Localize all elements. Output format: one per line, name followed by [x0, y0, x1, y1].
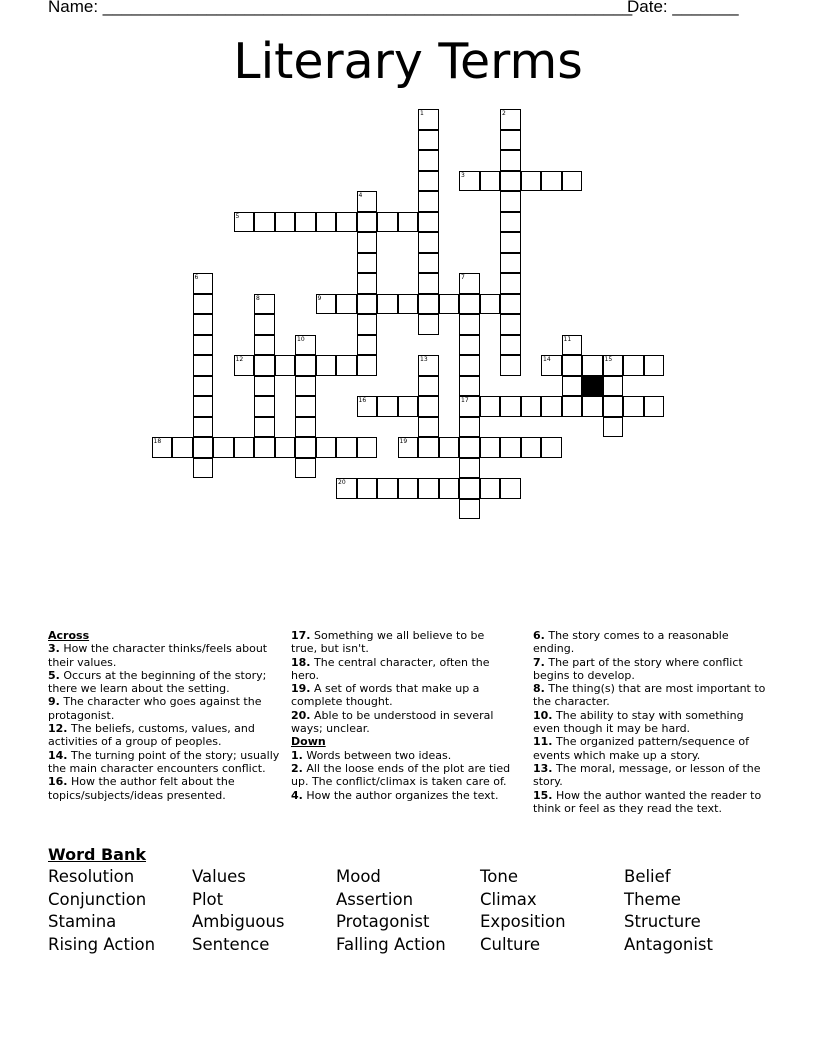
crossword-cell[interactable]: [357, 396, 378, 417]
crossword-cell[interactable]: [418, 478, 439, 499]
clue-number: 5: [235, 212, 240, 220]
crossword-cell[interactable]: [152, 437, 173, 458]
crossword-cell[interactable]: [459, 499, 480, 520]
crossword-cell[interactable]: [336, 478, 357, 499]
crossword-cell[interactable]: [562, 335, 583, 356]
crossword-cell[interactable]: [418, 109, 439, 130]
crossword-cell[interactable]: [521, 171, 542, 192]
name-line: Name: ________________________________________________________: [48, 0, 633, 16]
crossword-cell[interactable]: [500, 130, 521, 151]
crossword-cell[interactable]: [316, 437, 337, 458]
crossword-cell[interactable]: [418, 294, 439, 315]
across-clue-5: 5. Occurs at the beginning of the story; there we learn about the setting.: [48, 668, 267, 696]
crossword-cell[interactable]: [521, 396, 542, 417]
crossword-cell[interactable]: [623, 396, 644, 417]
crossword-block: [582, 376, 603, 397]
crossword-cell[interactable]: [254, 437, 275, 458]
clue-number: 16: [358, 397, 367, 404]
crossword-cell[interactable]: [234, 212, 255, 233]
down-clue-15: 15. How the author wanted the reader to think or feel as they read the text.: [533, 788, 762, 815]
crossword-cell[interactable]: [500, 273, 521, 294]
crossword-cell[interactable]: [336, 437, 357, 458]
crossword-cell[interactable]: [377, 478, 398, 499]
crossword-cell[interactable]: [562, 396, 583, 417]
crossword-cell[interactable]: [459, 355, 480, 376]
clue-number: 17: [461, 397, 469, 404]
crossword-cell[interactable]: [254, 396, 275, 417]
crossword-cell[interactable]: [234, 437, 255, 458]
clue-number: 11: [563, 335, 572, 343]
crossword-cell[interactable]: [644, 355, 665, 376]
clue-number: 1: [420, 110, 424, 117]
crossword-cell[interactable]: [418, 212, 439, 233]
crossword-cell[interactable]: [295, 355, 316, 376]
crossword-cell[interactable]: [500, 191, 521, 212]
crossword-cell[interactable]: [418, 355, 439, 376]
crossword-cell[interactable]: [418, 417, 439, 438]
crossword-cell[interactable]: [316, 212, 337, 233]
crossword-cell[interactable]: [398, 212, 419, 233]
crossword-cell[interactable]: [603, 355, 624, 376]
word-bank-word: Exposition: [480, 912, 566, 931]
crossword-cell[interactable]: [480, 294, 501, 315]
crossword-cell[interactable]: [254, 376, 275, 397]
word-bank-word: Protagonist: [336, 912, 430, 931]
crossword-cell[interactable]: [500, 109, 521, 130]
crossword-cell[interactable]: [500, 335, 521, 356]
crossword-cell[interactable]: [562, 376, 583, 397]
crossword-cell[interactable]: [459, 458, 480, 479]
down-clue-7: 7. The part of the story where conflict begins to develop.: [533, 655, 743, 682]
crossword-cell[interactable]: [480, 478, 501, 499]
word-bank-word: Ambiguous: [192, 912, 285, 931]
crossword-cell[interactable]: [316, 294, 337, 315]
crossword-cell[interactable]: [459, 273, 480, 294]
crossword-cell[interactable]: [275, 437, 296, 458]
crossword-cell[interactable]: [254, 335, 275, 356]
crossword-cell[interactable]: [377, 294, 398, 315]
crossword-cell[interactable]: [459, 171, 480, 192]
down-heading: Down: [291, 735, 326, 749]
crossword-cell[interactable]: [459, 396, 480, 417]
crossword-cell[interactable]: [418, 130, 439, 151]
crossword-cell[interactable]: [295, 396, 316, 417]
word-bank-title: Word Bank: [48, 845, 147, 864]
crossword-cell[interactable]: [582, 355, 603, 376]
crossword-cell[interactable]: [193, 417, 214, 438]
crossword-cell[interactable]: [603, 376, 624, 397]
crossword-cell[interactable]: [254, 417, 275, 438]
word-bank-word: Assertion: [336, 890, 414, 909]
crossword-cell[interactable]: [193, 314, 214, 335]
word-bank-word: Falling Action: [336, 935, 446, 954]
word-bank-word: Antagonist: [624, 935, 714, 954]
crossword-cell[interactable]: [357, 478, 378, 499]
crossword-cell[interactable]: [193, 458, 214, 479]
crossword-cell[interactable]: [336, 212, 357, 233]
crossword-cell[interactable]: [275, 212, 296, 233]
crossword-cell[interactable]: [603, 417, 624, 438]
clue-number: 12: [235, 356, 244, 363]
crossword-cell[interactable]: [418, 273, 439, 294]
crossword-cell[interactable]: [459, 335, 480, 356]
crossword-cell[interactable]: [254, 314, 275, 335]
clue-number: 6: [194, 274, 199, 281]
crossword-cell[interactable]: [480, 171, 501, 192]
clues-column-1: [48, 629, 280, 802]
crossword-cell[interactable]: [418, 150, 439, 171]
crossword-cell[interactable]: [295, 335, 316, 356]
clue-number: 14: [543, 356, 551, 363]
crossword-cell[interactable]: [418, 437, 439, 458]
crossword-cell[interactable]: [357, 314, 378, 335]
crossword-cell[interactable]: [459, 376, 480, 397]
crossword-cell[interactable]: [295, 458, 316, 479]
down-clue-11: 11. The organized pattern/sequence of events which make up a story.: [533, 735, 750, 762]
down-clue-4: 4. How the author organizes the text.: [291, 788, 499, 802]
page-title: Literary Terms: [233, 33, 583, 90]
word-bank-word: Culture: [480, 935, 541, 954]
crossword-cell[interactable]: [500, 212, 521, 233]
crossword-cell[interactable]: [172, 437, 193, 458]
crossword-cell[interactable]: [193, 437, 214, 458]
crossword-cell[interactable]: [398, 437, 419, 458]
crossword-cell[interactable]: [295, 437, 316, 458]
crossword-cell[interactable]: [603, 396, 624, 417]
crossword-cell[interactable]: [541, 355, 562, 376]
crossword-cell[interactable]: [500, 396, 521, 417]
crossword-cell[interactable]: [398, 294, 419, 315]
word-bank-word: Structure: [624, 912, 701, 931]
crossword-cell[interactable]: [500, 294, 521, 315]
crossword-cell[interactable]: [193, 355, 214, 376]
word-bank-word: Sentence: [192, 935, 270, 954]
across-clue-19: 19. A set of words that make up a complete thought.: [291, 682, 480, 709]
crossword-cell[interactable]: [541, 396, 562, 417]
word-bank-word: Stamina: [48, 912, 117, 931]
crossword-cell[interactable]: [357, 294, 378, 315]
crossword-cell[interactable]: [193, 335, 214, 356]
crossword-cell[interactable]: [500, 355, 521, 376]
across-clue-18: 18. The central character, often the hero.: [291, 655, 490, 682]
clue-number: 8: [256, 294, 260, 302]
clue-number: 18: [153, 438, 162, 445]
across-clue-12: 12. The beliefs, customs, values, and activities of a group of peoples.: [48, 722, 255, 749]
word-bank-word: Plot: [192, 890, 224, 909]
clues-column-3: [533, 629, 768, 815]
crossword-cell[interactable]: [459, 437, 480, 458]
crossword-cell[interactable]: [316, 355, 337, 376]
clue-number: 19: [399, 438, 408, 445]
word-bank-word: Mood: [336, 867, 381, 886]
crossword-cell[interactable]: [459, 314, 480, 335]
crossword-cell[interactable]: [439, 294, 460, 315]
crossword-cell[interactable]: [377, 396, 398, 417]
crossword-cell[interactable]: [336, 294, 357, 315]
crossword-cell[interactable]: [418, 314, 439, 335]
crossword-cell[interactable]: [439, 478, 460, 499]
crossword-cell[interactable]: [295, 376, 316, 397]
crossword-cell[interactable]: [418, 171, 439, 192]
down-clue-1: 1. Words between two ideas.: [291, 748, 452, 762]
crossword-cell[interactable]: [193, 273, 214, 294]
crossword-cell[interactable]: [480, 396, 501, 417]
crossword-cell[interactable]: [521, 437, 542, 458]
crossword-cell[interactable]: [193, 396, 214, 417]
crossword-cell[interactable]: [295, 417, 316, 438]
crossword-cell[interactable]: [254, 212, 275, 233]
clues-column-2: [291, 629, 513, 802]
crossword-cell[interactable]: [275, 355, 296, 376]
clue-number: 4: [358, 192, 363, 199]
crossword-cell[interactable]: [234, 355, 255, 376]
across-clue-14: 14. The turning point of the story; usually the main character encounters conflict.: [48, 748, 280, 775]
crossword-cell[interactable]: [500, 150, 521, 171]
clue-number: 10: [297, 335, 305, 343]
crossword-cell[interactable]: [254, 355, 275, 376]
crossword-cell[interactable]: [459, 478, 480, 499]
crossword-cell[interactable]: [357, 191, 378, 212]
crossword-cell[interactable]: [357, 232, 378, 253]
crossword-cell[interactable]: [193, 294, 214, 315]
crossword-cell[interactable]: [541, 437, 562, 458]
crossword-cell[interactable]: [357, 212, 378, 233]
crossword-cell[interactable]: [213, 437, 234, 458]
crossword-cell[interactable]: [398, 396, 419, 417]
clue-number: 20: [338, 479, 346, 486]
crossword-cell[interactable]: [459, 417, 480, 438]
crossword-cell[interactable]: [295, 212, 316, 233]
crossword-cell[interactable]: [357, 355, 378, 376]
crossword-cell[interactable]: [500, 478, 521, 499]
word-bank-word: Belief: [624, 867, 671, 886]
crossword-cell[interactable]: [357, 273, 378, 294]
clue-number: 7: [461, 274, 465, 281]
crossword-cell[interactable]: [357, 253, 378, 274]
crossword-cell[interactable]: [418, 396, 439, 417]
word-bank-word: Tone: [480, 867, 518, 886]
crossword-cell[interactable]: [254, 294, 275, 315]
clue-number: 13: [420, 356, 428, 363]
crossword-cell[interactable]: [500, 314, 521, 335]
crossword-cell[interactable]: [644, 396, 665, 417]
across-clue-16: 16. How the author felt about the topics/subjects/ideas presented.: [48, 775, 235, 802]
crossword-cell[interactable]: [418, 376, 439, 397]
across-clue-17: 17. Something we all believe to be true, but isn't.: [291, 629, 485, 656]
crossword-cell[interactable]: [418, 191, 439, 212]
crossword-cell[interactable]: [193, 376, 214, 397]
word-bank-word: Resolution: [48, 867, 135, 886]
crossword-cell[interactable]: [562, 171, 583, 192]
crossword-cell[interactable]: [500, 232, 521, 253]
across-clue-20: 20. Able to be understood in several ways; unclear.: [291, 708, 494, 736]
clue-number: 15: [604, 356, 613, 363]
across-clue-9: 9. The character who goes against the protagonist.: [48, 695, 262, 722]
crossword-cell[interactable]: [377, 212, 398, 233]
word-bank-word: Rising Action: [48, 935, 156, 954]
crossword-cell[interactable]: [398, 478, 419, 499]
crossword-cell[interactable]: [541, 171, 562, 192]
word-bank-word: Climax: [480, 890, 537, 909]
down-clue-8: 8. The thing(s) that are most important to the character.: [533, 682, 766, 709]
crossword-cell[interactable]: [480, 437, 501, 458]
crossword-cell[interactable]: [418, 253, 439, 274]
crossword-cell[interactable]: [439, 437, 460, 458]
crossword-cell[interactable]: [357, 437, 378, 458]
crossword-cell[interactable]: [500, 253, 521, 274]
crossword-cell[interactable]: [418, 232, 439, 253]
clue-number: 3: [461, 171, 465, 179]
crossword-cell[interactable]: [562, 355, 583, 376]
across-heading: Across: [48, 629, 90, 642]
down-clue-6: 6. The story comes to a reasonable ending.: [533, 629, 729, 656]
across-clue-3: 3. How the character thinks/feels about their values.: [48, 642, 268, 669]
word-bank-word: Theme: [624, 890, 681, 909]
word-bank-word: Conjunction: [48, 890, 147, 909]
down-clue-2: 2. All the loose ends of the plot are tied up. The conflict/climax is taken care of.: [291, 761, 511, 789]
crossword-cell[interactable]: [500, 437, 521, 458]
crossword-cell[interactable]: [336, 355, 357, 376]
word-bank-word: Values: [192, 867, 246, 886]
crossword-cell[interactable]: [500, 171, 521, 192]
crossword-cell[interactable]: [623, 355, 644, 376]
clue-number: 2: [502, 110, 506, 117]
crossword-cell[interactable]: [357, 335, 378, 356]
crossword-cell[interactable]: [582, 396, 603, 417]
down-clue-13: 13. The moral, message, or lesson of the story.: [533, 761, 761, 789]
date-line: Date: _______: [627, 0, 739, 16]
crossword-cell[interactable]: [459, 294, 480, 315]
down-clue-10: 10. The ability to stay with something even though it may be hard.: [533, 708, 744, 736]
clue-number: 9: [317, 294, 322, 302]
